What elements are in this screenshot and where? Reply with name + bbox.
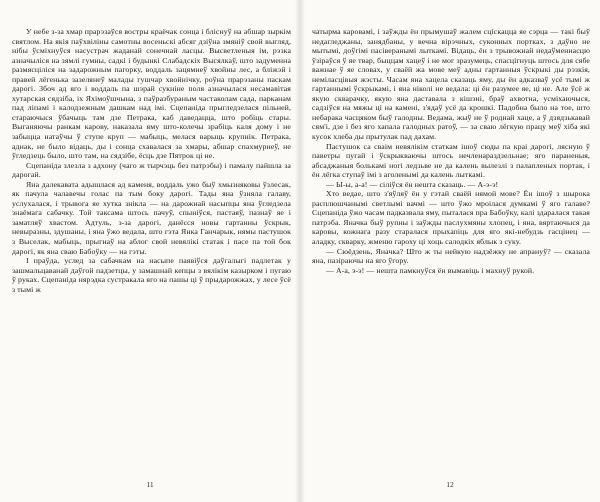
page-number-left: 11 — [146, 480, 154, 489]
paragraph: Пастушок са сваім невялікім статкам ішоў сюды па краі дарогі, лясную ў паветры пугай і ўскрыкваючы штось нечленараздзельнае; яго параненыя, абсаджаныя болькамі ногі ледзьве не да калень вылезлі з палапленых портак, і ён лёгка ступаў імі з аголенымі да калень лыткамі. — [312, 141, 590, 180]
paragraph: І праўда, услед за сабачкам на насыпе паявіўся даўгалыгі падлетак у зашмальцаванай даўгой падзетцы, у замашнай кепцы з вялікім казырком і пугаю ў руках. Сцепаніда нярэдка сустракала яго на пашы ці ў прыдарожжах, у лесе ўсё з тымі ж — [12, 256, 291, 294]
paragraph: Сцепаніда злезла з адхону (чаго ж тырчэць без патрэбы) і памалу пайшла за дарогай. — [12, 160, 291, 180]
paragraph-dialogue: — Сюёдзень, Яначка? Што ж ты нейкую надзёжку не апрануў? — сказала яна, пазіраючы на яго ўгору. — [312, 246, 590, 266]
paragraph: У небе з-за хмар прарэзаўся востры краёчак сонца і бліснуў на абшар зыркім святлом. На якія паўхвіліны самотны восеньскі абсяг дзіўна змяніў свой выгляд, нібы ўсміхнуўся насустрач жаданай сонечнай ласцы. Высветленыя ім, рэзка азначыліся на зямлі гумны, садкі і будынкі Слабадскіх Высялкаў, што задуменна размясціліся на задарожным пагорку, воддаль зацямнеў хвойны лес, а бліжэй і правей лёгенька зазелянеў малады гушчар хвойнічку, роўна прарэзаны паскам дарогі. Збоч ад яго і воддаль па шэрай сукніне поля азначылася несамавітая хутарская сядзіба, іх Яхімоўшчына, з паўразбураным частаколам сада, парканам пад ліпамі і калодзежным дашкам над імі. Сцепаніда прыгледзелася пільней, стараючыся ўбачыць там дзе Петрака, каб даведацца, што робіць стары. Выганяючы ранкам карову, наказала яму што-колечы зрабіць каля дому і не забыцца натаўчы ў ступе круп — мабыць, мелася варыць крупнік. Петрака, аднак, не было відаць, ды і сонца схавалася за хмары, абшар спахмурнеў, не ўгледзець было, што там, на сядзібе, ёсць дзе Пятрок ці не. — [12, 27, 291, 161]
paragraph-dialogue: — А-а, э-э! — нешта памкнуўся ён вымавіць і махнуў рукой. — [326, 265, 535, 275]
page-number-right: 12 — [446, 480, 454, 489]
page-left-text — [12, 27, 291, 466]
paragraph: чатырма каровамі, і заўжды ён прымушаў жалем сціскацца яе сэрца — такі быў недагледжаны, занядбаны, у вечна вірэчных, суконных портках, з даўно не мытымі, доўгімі пасіверанымі лыткамі. Відаць, ён з трывожнай недаўменнасцю ўзіраўся ў яе твар, быццам хацеў і не мог зразумець, спасцігнуць штось для сябе важнае ў яе словах, у сваёй жа мове меў адны гартанныя ўскрыкі ды рэзкія, неміласцівыя жэсты. Часам яна хацела сказаць яму, ды ён адказваў усё тымі ж гартаннымі ўскрыкамі, і яна ніколі не ведала: ці ён разумее яе, ці не. Але ўсё ж якую скварачку, якую яна даставала з кішэні, браў ахвотна, усміхаючыся, садзіўся на мяжы ці на камені, з'ядаў усё да крошкі. Падобна было на тое, што небарака часцяком быў галодны. Ведама, жыў не ў роднай хаце, а ў дзядзькавай сям'і, дзе і без яго хапала галодных ратоў, — за сваю лёгкую працу меў хіба які кусок хлеба ды прытулак пад дахам. — [312, 27, 590, 142]
paragraph: Яна далекавата адышлася ад каменя, воддаль ужо быў хмызняковы ўзлесак, як пачула чалавечы голас па тым боку дарогі. Тады яна ўзняла галаву, услухалася, і трывога яе хутка знікла — на дарожнай насыпцы яна ўгледзела знаёмага сабачку. Той таксама штось пачуў, спыніўся, пастаяў, пазнаў яе і заматляў хвастом. Адтуль, з-за дарогі, данёсся новы гартанны ўскрык, невыразны, здушаны, і яна ўжо ведала, што гэта Янка Ганчарык, нямы пастушок з Выселак, мабыць, прыгнаў на аблог свой невялікі статак і пасе па той бок дарогі, як яна сваю Бабоўку — на гэты. — [12, 179, 291, 256]
paragraph-dialogue: — Ы-ы, а-а! — сіліўся ён нешта сказаць. — А-э-э! — [326, 179, 499, 189]
paragraph: Хто ведае, што з'яўляў ён у гэтай сваёй нямой мове? Ён ішоў з шырока расплюшчанымі светлымі вачмі — што ўжо мроілася думкамі ў яго галаве? Сцепаніда ўжо часам падказвала яму, пыталася пра Бабоўку, калі здаралася такая патрэба. Яначка быў рупны і заўжды паслухмяны хлопец, і яна, вяртаючыся да каровы, кожнага разу старалася прыхапіць для яго які-небудзь гасцінец — аладку, скварку, жменю гароху ці хоць салодкіх яблык з суку. — [312, 189, 590, 247]
page-right-text — [312, 27, 590, 466]
page-right — [300, 0, 600, 502]
